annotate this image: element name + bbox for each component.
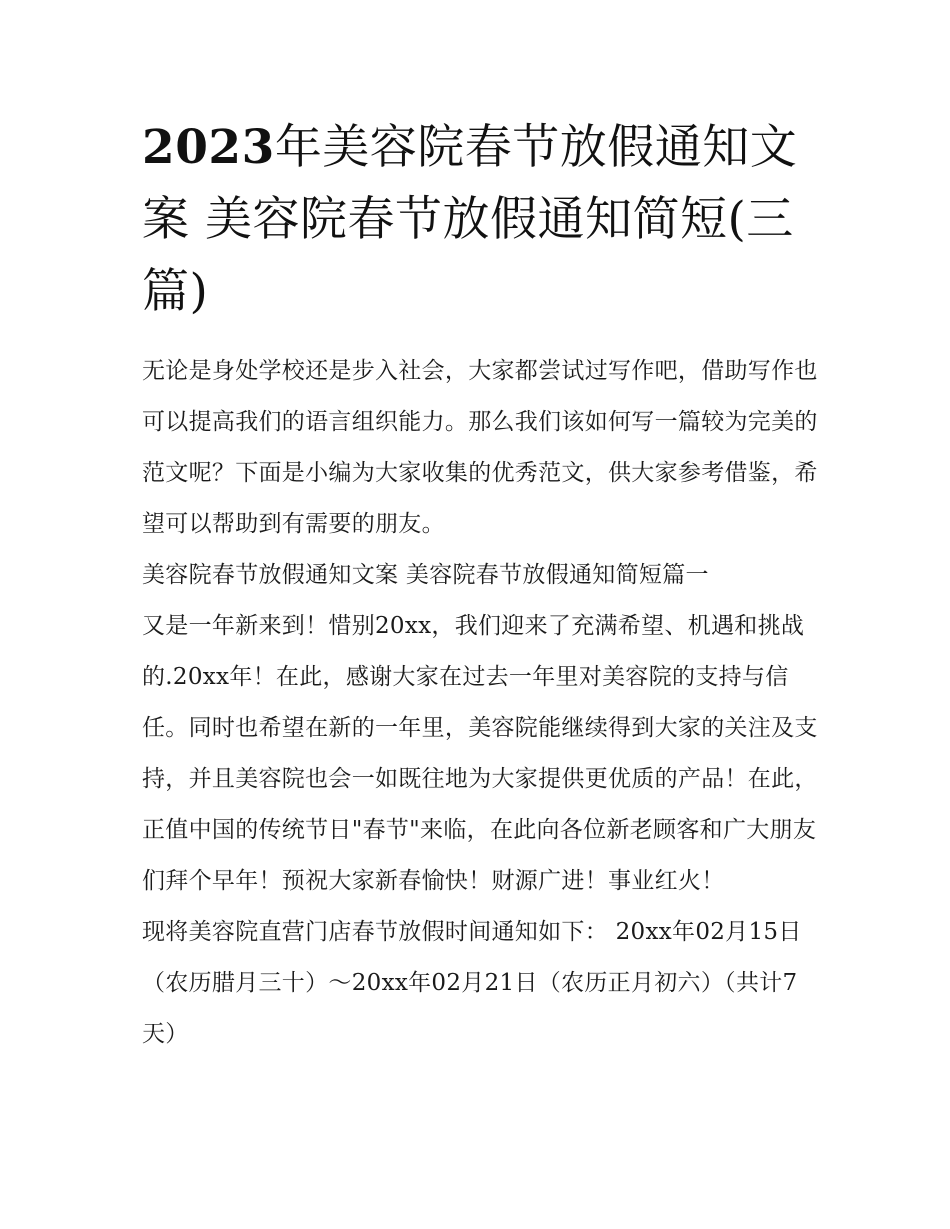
schedule-paragraph: 现将美容院直营门店春节放假时间通知如下： 20xx年02月15日（农历腊月三十）～20xx年02月21日（农历正月初六）（共计7天） bbox=[142, 919, 802, 1047]
section-heading: 美容院春节放假通知文案 美容院春节放假通知简短篇一 bbox=[142, 562, 709, 588]
document-body bbox=[142, 346, 818, 1060]
intro-paragraph: 无论是身处学校还是步入社会，大家都尝试过写作吧，借助写作也可以提高我们的语言组织能力。那么我们该如何写一篇较为完美的范文呢？下面是小编为大家收集的优秀范文，供大家参考借鉴，希望可以帮助到有需要的朋友。 bbox=[142, 358, 818, 537]
title-text: 年美容院春节放假通知文案 美容院春节放假通知简短(三篇) bbox=[142, 120, 798, 319]
document-title bbox=[142, 112, 818, 328]
title-year: 2023 bbox=[142, 120, 275, 175]
document-content bbox=[142, 112, 818, 1060]
notice-paragraph: 又是一年新来到！惜别20xx，我们迎来了充满希望、机遇和挑战的.20xx年！在此，感谢大家在过去一年里对美容院的支持与信任。同时也希望在新的一年里，美容院能继续得到大家的关注及支持，并且美容院也会一如既往地为大家提供更优质的产品！在此，正值中国的传统节日"春节"来临，在此向各位新老顾客和广大朋友们拜个早年！预祝大家新春愉快！财源广进！事业红火！ bbox=[142, 613, 818, 894]
